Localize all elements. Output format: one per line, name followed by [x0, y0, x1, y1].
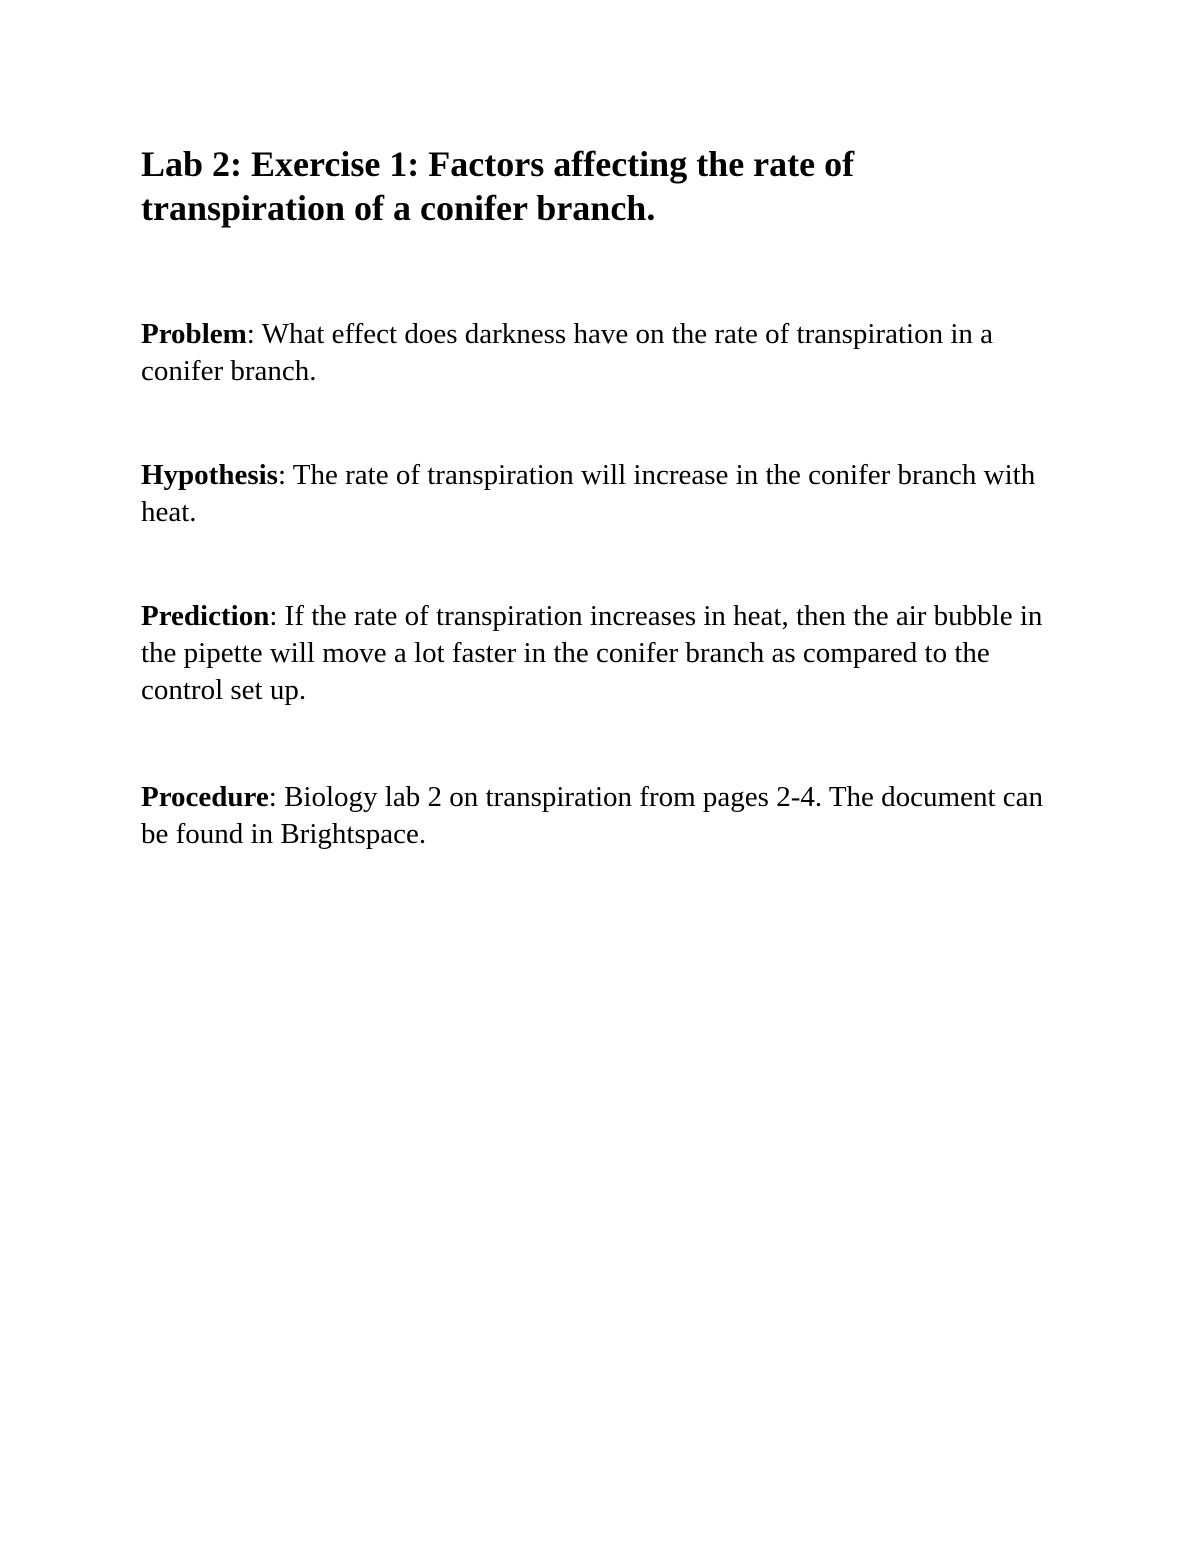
hypothesis-label: Hypothesis	[141, 459, 278, 491]
prediction-label: Prediction	[141, 600, 270, 632]
prediction-section	[141, 598, 1061, 709]
procedure-section	[141, 779, 1061, 853]
procedure-separator: :	[268, 781, 285, 813]
problem-section	[141, 316, 1061, 390]
procedure-label: Procedure	[141, 781, 269, 813]
document-content	[141, 142, 1061, 853]
procedure-text: Biology lab 2 on transpiration from pages 2-4. The document can be found in Brightspace.	[141, 781, 1044, 850]
hypothesis-text: The rate of transpiration will increase in the conifer branch with heat.	[141, 459, 1036, 528]
hypothesis-section	[141, 457, 1061, 531]
hypothesis-separator: :	[277, 459, 293, 491]
problem-label: Problem	[141, 318, 247, 350]
prediction-separator: :	[269, 600, 285, 632]
document-title: Lab 2: Exercise 1: Factors affecting the rate of transpiration of a conifer branch.	[141, 144, 855, 228]
prediction-text: If the rate of transpiration increases in heat, then the air bubble in the pipette will move a lot faster in the conifer branch as compared to the control set up.	[141, 600, 1043, 706]
problem-separator: :	[246, 318, 262, 350]
problem-text: What effect does darkness have on the rate of transpiration in a conifer branch.	[141, 318, 994, 387]
